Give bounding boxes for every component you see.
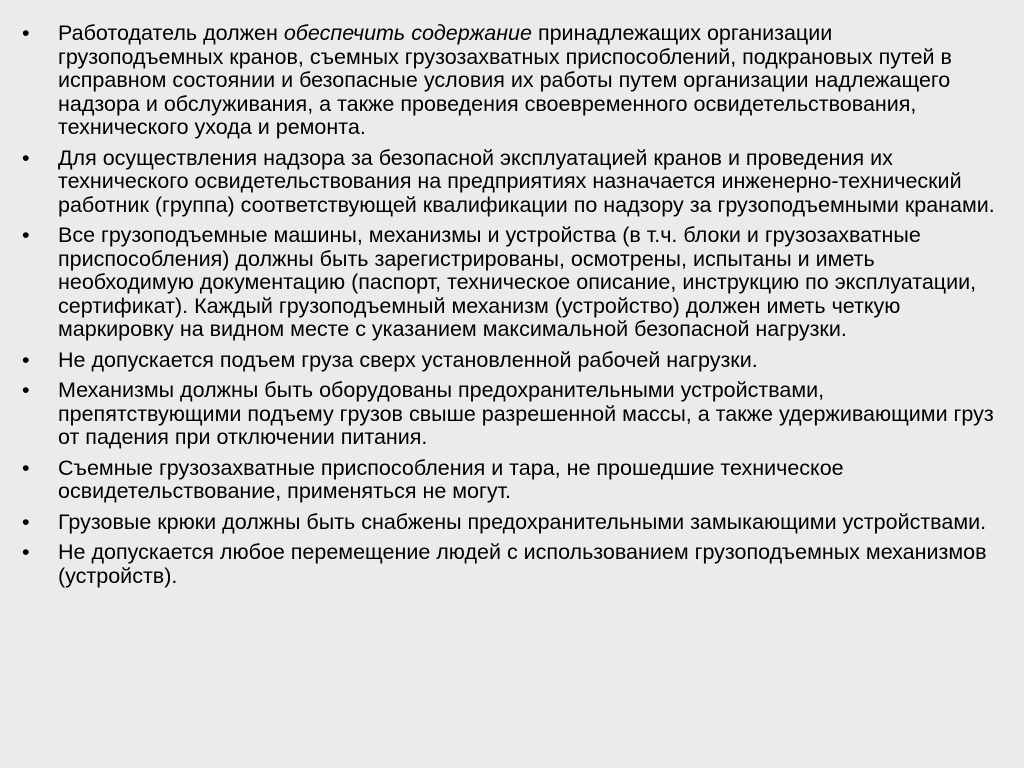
bullet-text-2: Для осуществления надзора за безопасной эксплуатацией кранов и проведения их технического освидетельствования на предприятиях назначается инженерно-технический работник (группа) соответствующей квалификации по надзору за грузоподъемными кранами. — [58, 145, 995, 217]
bullet-item-6 — [22, 457, 1000, 504]
bullet-item-7 — [22, 511, 1000, 535]
bullet-marker: • — [22, 509, 30, 534]
bullet-marker: • — [22, 540, 30, 564]
bullet-text-5: Механизмы должны быть оборудованы предохранительными устройствами, препятствующими подъему грузов свыше разрешенной массы, а также удерживающими груз от падения при отключении питания. — [58, 378, 994, 449]
bullet-text-8: Не допускается любое перемещение людей с использованием грузоподъемных механизмов (устройств). — [58, 540, 987, 588]
bullet-marker: • — [22, 223, 30, 247]
bullet-item-5 — [22, 379, 1000, 450]
bullet-text-1-intro: Работодатель должен — [58, 21, 284, 45]
bullet-item-1 — [22, 22, 1000, 140]
bullet-list — [22, 22, 1000, 588]
bullet-marker: • — [22, 347, 30, 372]
bullet-item-4 — [22, 349, 1000, 373]
bullet-text-7: Грузовые крюки должны быть снабжены предохранительными замыкающими устройствами. — [58, 509, 987, 534]
bullet-text-1-rest: принадлежащих организации грузоподъемных кранов, съемных грузозахватных приспособлений, подкрановых путей в исправном состоянии и безопасные условия их работы путем организации надлежащего надзора и обслуживания, а также проведения своевременного освидетельствования, технического ухода и ремонта. — [58, 21, 952, 139]
bullet-text-1-emphasis: обеспечить содержание — [283, 21, 532, 45]
bullet-text-4: Не допускается подъем груза сверх установленной рабочей нагрузки. — [58, 347, 758, 372]
bullet-item-3 — [22, 224, 1000, 342]
bullet-marker: • — [22, 378, 30, 402]
bullet-marker: • — [22, 455, 30, 480]
bullet-marker: • — [22, 21, 30, 45]
bullet-text-3: Все грузоподъемные машины, механизмы и устройства (в т.ч. блоки и грузозахватные приспособления) должны быть зарегистрированы, осмотрены, испытаны и иметь необходимую документацию (паспорт, техническое описание, инструкцию по эксплуатации, сертификат). Каждый грузоподъемный механизм (устройство) должен иметь четкую маркировку на видном месте с указанием максимальной безопасной нагрузки. — [58, 223, 977, 341]
bullet-item-2 — [22, 147, 1000, 218]
bullet-marker: • — [22, 145, 30, 170]
bullet-text-6: Съемные грузозахватные приспособления и тара, не прошедшие техническое освидетельствование, применяться не могут. — [58, 455, 844, 503]
bullet-item-8 — [22, 541, 1000, 588]
